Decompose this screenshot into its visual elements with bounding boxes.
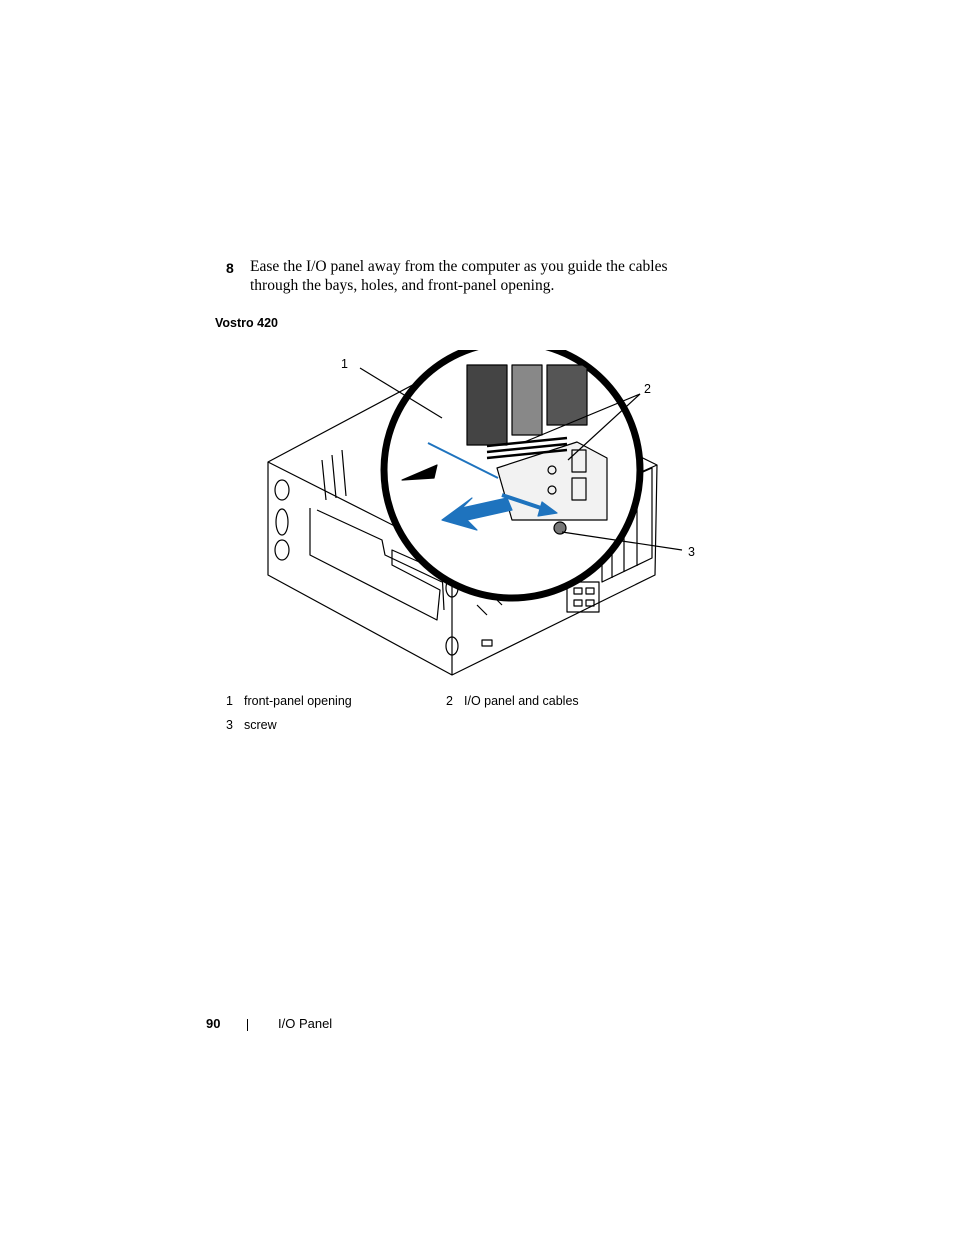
callout-2: 2	[644, 382, 651, 396]
step-text	[250, 258, 690, 295]
footer-divider	[247, 1019, 248, 1031]
figure-title: Vostro 420	[215, 316, 278, 330]
legend-num-3: 3	[226, 718, 233, 732]
legend-num-1: 1	[226, 694, 233, 708]
chassis-illustration	[262, 350, 702, 680]
step-number: 8	[226, 260, 234, 276]
step-text-line-2: through the bays, holes, and front-panel opening.	[250, 276, 555, 294]
callout-3: 3	[688, 545, 695, 559]
legend-label-3: screw	[244, 718, 277, 732]
legend-label-1: front-panel opening	[244, 694, 352, 708]
footer-section-title: I/O Panel	[278, 1016, 333, 1031]
page-number: 90	[206, 1016, 221, 1031]
legend-num-2: 2	[446, 694, 453, 708]
legend-label-2: I/O panel and cables	[464, 694, 579, 708]
step-text-line-1: Ease the I/O panel away from the computer as you guide the cables	[250, 258, 668, 275]
callout-1: 1	[341, 357, 348, 371]
